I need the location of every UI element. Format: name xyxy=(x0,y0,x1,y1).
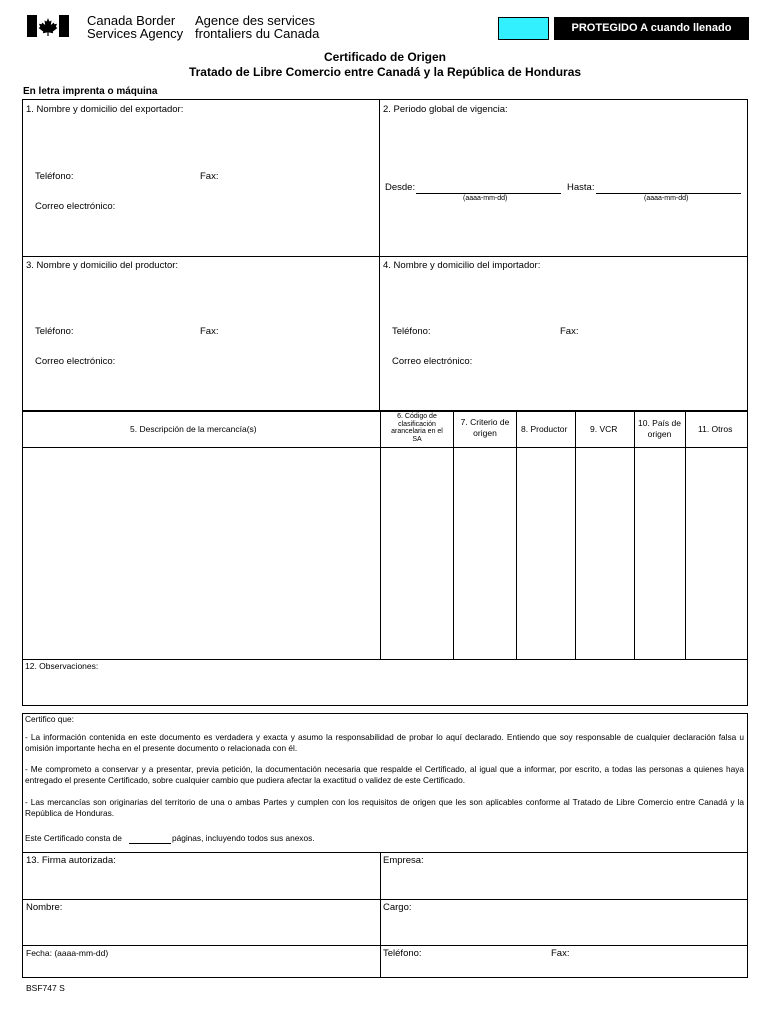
goods-table-header-line xyxy=(22,447,748,448)
col-goods-description: 5. Descripción de la mercancía(s) xyxy=(130,424,257,434)
signature-fax-label: Fax: xyxy=(551,948,570,959)
parties-divider xyxy=(379,99,380,411)
goods-col-divider xyxy=(453,411,454,660)
col-origin-criterion: 7. Criterio de origen xyxy=(460,417,510,438)
from-date-format: (aaaa-mm-dd) xyxy=(463,195,508,202)
from-date-field[interactable] xyxy=(416,193,561,194)
agency-name-english: Canada Border Services Agency xyxy=(87,13,184,41)
agency-name-french: Agence des services frontaliers du Canada xyxy=(195,13,320,41)
goods-col-divider xyxy=(380,411,381,660)
col-hs-code: 6. Código de clasificación arancelaria en el SA xyxy=(391,413,443,443)
pages-prefix: Este Certificado consta de xyxy=(25,833,122,843)
importer-fax-label: Fax: xyxy=(560,326,579,337)
observations-label: 12. Observaciones: xyxy=(25,661,99,671)
signature-grid-row xyxy=(22,945,748,946)
parties-row-divider xyxy=(22,256,748,257)
signature-grid-top xyxy=(22,852,748,853)
pages-suffix: páginas, incluyendo todos sus anexos. xyxy=(172,833,315,843)
col-rvc: 9. VCR xyxy=(590,424,618,434)
from-date-label: Desde: xyxy=(385,182,416,193)
col-country-of-origin: 10. País de origen xyxy=(637,418,681,439)
blanket-period-label: 2. Periodo global de vigencia: xyxy=(383,104,508,115)
certification-paragraph-3: - Las mercancías son originarias del territorio de una o ambas Partes y cumplen con los requisitos de origen que les son aplicables conforme al Tratado de Libre Comercio entre Canadá y la República de Honduras. xyxy=(25,797,744,818)
importer-label: 4. Nombre y domicilio del importador: xyxy=(383,260,541,271)
to-date-format: (aaaa-mm-dd) xyxy=(644,195,689,202)
certification-intro: Certifico que: xyxy=(25,714,74,724)
importer-email-label: Correo electrónico: xyxy=(392,356,473,367)
to-date-label: Hasta: xyxy=(567,182,595,193)
print-instruction: En letra imprenta o máquina xyxy=(23,86,158,97)
company-label: Empresa: xyxy=(383,855,424,866)
producer-email-label: Correo electrónico: xyxy=(35,356,116,367)
certification-paragraph-1: - La información contenida en este documento es verdadera y exacta y asumo la responsabilidad de probar lo aquí declarado. Entiendo que soy responsable de cualquier declaración falsa u omisión importante hecha en el presente documento o relacionada con él. xyxy=(25,732,744,753)
protected-field[interactable] xyxy=(498,17,549,40)
producer-label: 3. Nombre y domicilio del productor: xyxy=(26,260,179,271)
canada-flag-logo xyxy=(27,15,69,37)
form-code: BSF747 S xyxy=(26,983,65,993)
goods-col-divider xyxy=(685,411,686,660)
producer-phone-label: Teléfono: xyxy=(35,326,74,337)
to-date-field[interactable] xyxy=(596,193,741,194)
goods-col-divider xyxy=(575,411,576,660)
observations-field[interactable] xyxy=(22,659,748,706)
signature-grid-row xyxy=(22,899,748,900)
signature-phone-label: Teléfono: xyxy=(383,948,422,959)
col-producer: 8. Productor xyxy=(521,424,568,434)
exporter-email-label: Correo electrónico: xyxy=(35,201,116,212)
authorized-signature-label: 13. Firma autorizada: xyxy=(26,855,116,866)
goods-col-divider xyxy=(634,411,635,660)
signature-grid-divider xyxy=(380,852,381,978)
col-other: 11. Otros xyxy=(698,424,733,434)
exporter-label: 1. Nombre y domicilio del exportador: xyxy=(26,104,184,115)
certification-paragraph-2: - Me comprometo a conservar y a presentar, previa petición, la documentación necesaria que respalde el Certificado, al igual que a informar, por escrito, a todas las personas a quienes haya entregado el presente Certificado, sobre cualquier cambio que pudiera afectar la exactitud o validez de este Certificado. xyxy=(25,764,744,785)
exporter-fax-label: Fax: xyxy=(200,171,219,182)
date-label: Fecha: (aaaa-mm-dd) xyxy=(26,948,109,958)
page-title: Certificado de Origen Tratado de Libre Comercio entre Canadá y la República de Honduras xyxy=(188,50,582,79)
goods-table xyxy=(22,411,748,660)
producer-fax-label: Fax: xyxy=(200,326,219,337)
protected-badge: PROTEGIDO A cuando llenado xyxy=(554,17,749,40)
importer-phone-label: Teléfono: xyxy=(392,326,431,337)
name-label: Nombre: xyxy=(26,902,63,913)
parties-section xyxy=(22,99,748,411)
goods-col-divider xyxy=(516,411,517,660)
exporter-phone-label: Teléfono: xyxy=(35,171,74,182)
pages-count-field[interactable] xyxy=(129,843,171,844)
title-label: Cargo: xyxy=(383,902,412,913)
